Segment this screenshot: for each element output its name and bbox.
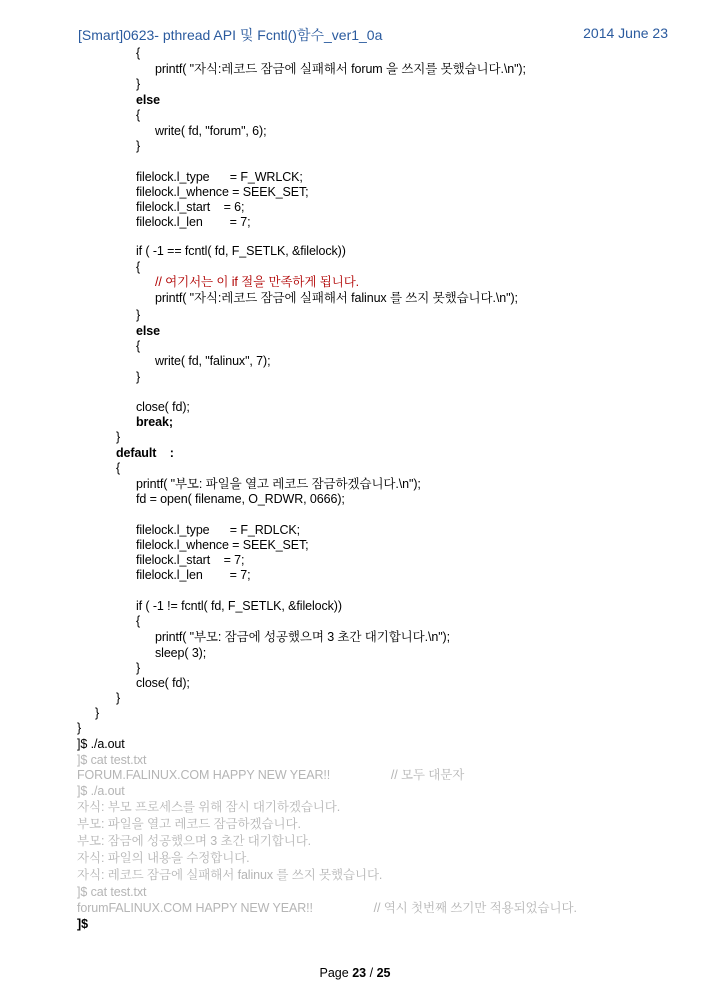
code-line: {: [136, 614, 141, 628]
code-line: write( fd, "falinux", 7);: [155, 354, 271, 368]
code-line: write( fd, "forum", 6);: [155, 124, 267, 138]
code-line: }: [136, 139, 141, 153]
code-line: ]$ ./a.out: [77, 737, 125, 751]
code-line: filelock.l_whence = SEEK_SET;: [136, 538, 309, 552]
code-line: else: [136, 93, 160, 107]
code-line: filelock.l_whence = SEEK_SET;: [136, 185, 309, 199]
code-line: 부모: 잠금에 성공했으며 3 초간 대기합니다.: [77, 834, 312, 848]
code-line: ]$ cat test.txt: [77, 753, 147, 767]
code-line: close( fd);: [136, 400, 190, 414]
code-line: fd = open( filename, O_RDWR, 0666);: [136, 492, 345, 506]
code-line: FORUM.FALINUX.COM HAPPY NEW YEAR!! // 모두 대문자: [77, 768, 465, 782]
page-label: Page: [319, 966, 349, 980]
code-line: }: [136, 661, 141, 675]
code-line: filelock.l_start = 7;: [136, 553, 245, 567]
code-line: default :: [116, 446, 174, 460]
code-line: }: [77, 721, 82, 735]
code-line: // 여기서는 이 if 절을 만족하게 됩니다.: [155, 275, 360, 289]
document-date: 2014 June 23: [583, 25, 668, 41]
code-line: filelock.l_len = 7;: [136, 568, 251, 582]
code-line: close( fd);: [136, 676, 190, 690]
code-line: {: [136, 108, 141, 122]
code-line: break;: [136, 415, 173, 429]
code-line: {: [116, 461, 121, 475]
page-number: 23: [352, 966, 367, 980]
code-line: ]$ ./a.out: [77, 784, 125, 798]
code-line: {: [136, 339, 141, 353]
code-line: {: [136, 46, 141, 60]
code-line: }: [116, 430, 121, 444]
code-line: 자식: 파일의 내용을 수정합니다.: [77, 851, 250, 865]
code-line: else: [136, 324, 160, 338]
code-line: filelock.l_type = F_WRLCK;: [136, 170, 303, 184]
code-line: if ( -1 == fcntl( fd, F_SETLK, &filelock)): [136, 244, 346, 258]
code-line: forumFALINUX.COM HAPPY NEW YEAR!! // 역시 첫번째 쓰기만 적용되었습니다.: [77, 901, 577, 915]
document-title: [Smart]0623- pthread API 및 Fcntl()함수_ver1_0a: [78, 27, 383, 43]
page-total: 25: [376, 966, 391, 980]
code-line: }: [95, 706, 100, 720]
code-line: if ( -1 != fcntl( fd, F_SETLK, &filelock)): [136, 599, 342, 613]
code-line: ]$: [77, 917, 88, 931]
page-footer: [0, 966, 710, 980]
code-line: sleep( 3);: [155, 646, 207, 660]
code-line: printf( "자식:레코드 잠금에 실패해서 falinux 를 쓰지 못했습니다.\n");: [155, 291, 518, 305]
code-line: printf( "자식:레코드 잠금에 실패해서 forum 을 쓰지를 못했습니다.\n");: [155, 62, 526, 76]
code-line: filelock.l_len = 7;: [136, 215, 251, 229]
code-line: 자식: 레코드 잠금에 실패해서 falinux 를 쓰지 못했습니다.: [77, 868, 383, 882]
code-line: filelock.l_type = F_RDLCK;: [136, 523, 300, 537]
code-line: }: [136, 308, 141, 322]
code-line: printf( "부모: 잠금에 성공했으며 3 초간 대기합니다.\n");: [155, 630, 450, 644]
code-line: 자식: 부모 프로세스를 위해 잠시 대기하겠습니다.: [77, 800, 341, 814]
page-separator: /: [369, 966, 374, 980]
code-line: }: [116, 691, 121, 705]
code-line: }: [136, 370, 141, 384]
code-line: 부모: 파일을 열고 레코드 잠금하겠습니다.: [77, 817, 301, 831]
code-line: filelock.l_start = 6;: [136, 200, 245, 214]
code-line: }: [136, 77, 141, 91]
code-line: ]$ cat test.txt: [77, 885, 147, 899]
code-line: printf( "부모: 파일을 열고 레코드 잠금하겠습니다.\n");: [136, 477, 421, 491]
code-line: {: [136, 260, 141, 274]
